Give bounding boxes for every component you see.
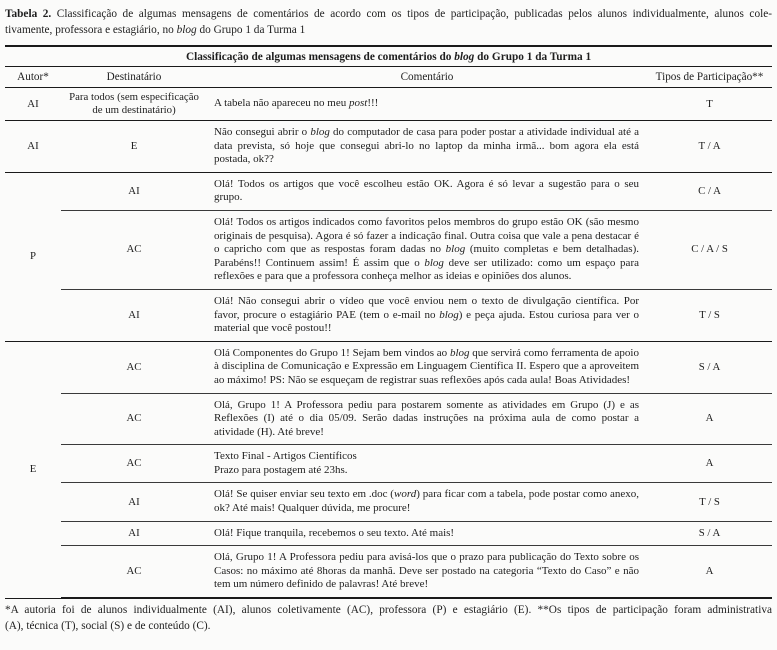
author-cell: P [5, 172, 61, 341]
comment-cell: Olá Componentes do Grupo 1! Sejam bem vindos ao blog que servirá como ferramenta de apoio à disciplina de Comunicação e Expressão em Linguagem Científica II. Espero que a aproveitem ao máximo! PS: Não se esqueçam de registrar suas reflexões após cada aula! Boas Atividades! [207, 341, 647, 393]
types-cell: T / S [647, 289, 772, 341]
destinatario-cell: AC [61, 393, 207, 445]
types-cell: T / S [647, 483, 772, 521]
comment-cell: Olá! Todos os artigos que você escolheu estão OK. Agora é só levar a sugestão para o seu grupo. [207, 172, 647, 210]
destinatario-cell: Para todos (sem especificação de um destinatário) [61, 88, 207, 121]
table-row [5, 341, 772, 393]
column-header-row [5, 67, 772, 88]
col-header-tipos: Tipos de Participação** [647, 67, 772, 88]
types-cell: A [647, 546, 772, 598]
caption-line-2: tivamente, professora e estagiário, no blog do Grupo 1 da Turma 1 [5, 24, 306, 36]
types-cell: T / A [647, 121, 772, 173]
destinatario-cell: AC [61, 546, 207, 598]
destinatario-cell: AC [61, 210, 207, 289]
types-cell: S / A [647, 521, 772, 546]
col-header-destinatario: Destinatário [61, 67, 207, 88]
types-cell: C / A [647, 172, 772, 210]
table-title-row [5, 46, 772, 67]
table-row [5, 393, 772, 445]
comment-cell: Olá! Todos os artigos indicados como favoritos pelos membros do grupo estão OK (são mesmo originais de pesquisa). Agora é só fazer a indicação final. Outra coisa que vale a pena destacar é o capricho com que as respostas foram dadas no blog (muito completas e bem detalhadas). Parabéns!! Continuem assim! É assim que o blog deve ser utilizado: como um espaço para reflexões e para que a professora conheça melhor as ideias e opiniões dos alunos. [207, 210, 647, 289]
caption-line-1 [5, 6, 772, 22]
table-row [5, 546, 772, 598]
table-row [5, 210, 772, 289]
destinatario-cell: E [61, 121, 207, 173]
caption-label: Tabela 2. [5, 8, 52, 20]
comment-cell: Olá, Grupo 1! A Professora pediu para postarem somente as atividades em Grupo (J) e as Reflexões (I) até o dia 05/09. Serão dadas instruções na próxima aula de como postar a atividade (H). Até breve! [207, 393, 647, 445]
author-cell: E [5, 341, 61, 598]
destinatario-cell: AC [61, 341, 207, 393]
table-row [5, 289, 772, 341]
table-row [5, 88, 772, 121]
footnote-line-2: (A), técnica (T), social (S) e de conteúdo (C). [5, 619, 211, 632]
table-footnote [5, 603, 772, 634]
comment-cell: Olá! Fique tranquila, recebemos o seu texto. Até mais! [207, 521, 647, 546]
types-cell: A [647, 393, 772, 445]
table-caption [5, 6, 772, 38]
table-row [5, 172, 772, 210]
destinatario-cell: AC [61, 445, 207, 483]
comment-cell: Olá, Grupo 1! A Professora pediu para avisá-los que o prazo para publicação do Texto sobre os Casos: no máximo até 8horas da manhã. Deve ser postado na categoria “Texto do Caso” e não tem um número definido de palavras! Até breve! [207, 546, 647, 598]
footnote-line-1: *A autoria foi de alunos individualmente (AI), alunos coletivamente (AC), professora (P) e estagiário (E). **Os tipos de participação foram administrativa [5, 604, 772, 617]
comment-cell: Texto Final - Artigos Científicos Prazo para postagem até 23hs. [207, 445, 647, 483]
caption-text-1: Classificação de algumas mensagens de comentários de acordo com os tipos de participação, publicadas pelos alunos individualmente, alunos cole- [56, 8, 773, 20]
author-cell: AI [5, 88, 61, 121]
destinatario-cell: AI [61, 483, 207, 521]
table-row [5, 121, 772, 173]
table-row [5, 445, 772, 483]
author-cell: AI [5, 121, 61, 173]
comment-cell: Olá! Se quiser enviar seu texto em .doc (word) para ficar com a tabela, pode postar como anexo, ok? Até mais! Qualquer dúvida, me procure! [207, 483, 647, 521]
comment-cell: Não consegui abrir o blog do computador de casa para poder postar a atividade individual até a data prevista, só hoje que consegui abri-lo no laptop da minha irmã... bom agora ela está postada, ok?? [207, 121, 647, 173]
table-row [5, 521, 772, 546]
types-cell: S / A [647, 341, 772, 393]
table-row [5, 483, 772, 521]
types-cell: T [647, 88, 772, 121]
table-title: Classificação de algumas mensagens de comentários do blog do Grupo 1 da Turma 1 [5, 46, 772, 67]
col-header-autor: Autor* [5, 67, 61, 88]
destinatario-cell: AI [61, 172, 207, 210]
comment-cell: A tabela não apareceu no meu post!!! [207, 88, 647, 121]
destinatario-cell: AI [61, 521, 207, 546]
destinatario-cell: AI [61, 289, 207, 341]
classification-table [5, 45, 772, 599]
col-header-comentario: Comentário [207, 67, 647, 88]
comment-cell: Olá! Não consegui abrir o vídeo que você enviou nem o texto de divulgação científica. Por favor, procure o estagiário PAE (tem o e-mail no blog) e peça ajuda. Estou curiosa para ver o material que você postou!! [207, 289, 647, 341]
types-cell: C / A / S [647, 210, 772, 289]
types-cell: A [647, 445, 772, 483]
